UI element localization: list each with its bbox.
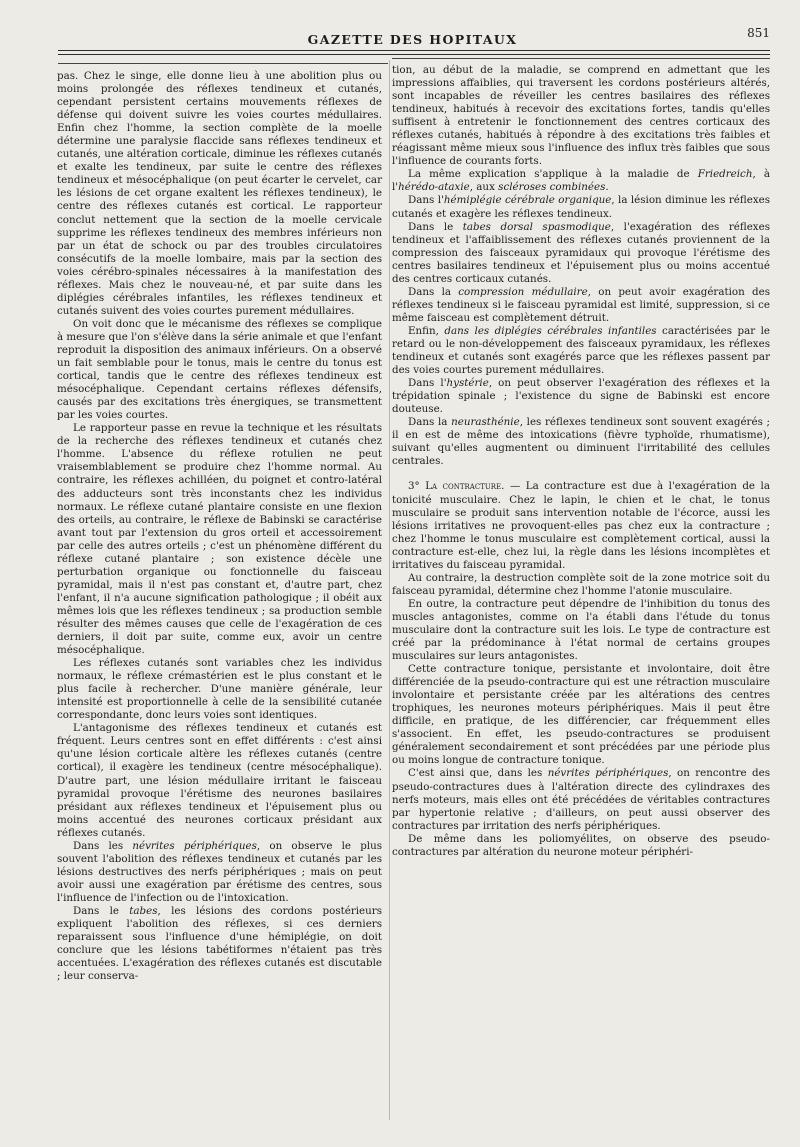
text-run: , à l' bbox=[392, 168, 770, 194]
journal-title: GAZETTE DES HOPITAUX bbox=[307, 32, 518, 47]
italic-term: tabes dorsal spasmodique bbox=[462, 220, 611, 233]
text-run: , l'exagération des réflexes tendineux et l'affaiblissement des réflexes cutanés proviennent de la compression des faisceaux pyramidaux qui provoque l'érétisme des centres basilaires tendineux et l'épuisement plus ou moins accentué des centres corticaux cutanés. bbox=[392, 220, 770, 285]
paragraph bbox=[392, 377, 770, 416]
paragraph bbox=[392, 286, 770, 325]
paragraph bbox=[392, 767, 770, 832]
italic-term: hérédo-ataxie bbox=[398, 181, 470, 194]
text-run: Dans l' bbox=[408, 194, 444, 207]
paragraph: On voit donc que le mécanisme des réflexes se complique à mesure que l'on s'élève dans la série animale et que l'enfant reproduit la disposition des animaux inférieurs. On a observé un fait semblable pour le tonus, mais le centre du tonus est cortical, tandis que le centre des réflexes tendineux est mésocéphalique. Cependant certains réflexes défensifs, causés par des excitations très énergiques, se transmettent par les voies courtes. bbox=[57, 317, 382, 422]
text-run: C'est ainsi que, dans les bbox=[408, 767, 548, 780]
paragraph bbox=[392, 221, 770, 286]
left-column bbox=[57, 70, 382, 983]
italic-term: scléroses combinées bbox=[498, 181, 606, 194]
paragraph bbox=[57, 905, 382, 983]
paragraph: L'antagonisme des réflexes tendineux et cutanés est fréquent. Leurs centres sont en effet différents : c'est ainsi qu'une lésion corticale altère les réflexes cutanés (centre cortical), il exagère les tendineux (centre mésocéphalique). D'autre part, une lésion médullaire irritant le faisceau pyramidal provoque l'érétisme des neurones basilaires présidant aux réflexes tendineux et l'épuisement plus ou moins accentué des neurones corticaux présidant aux réflexes cutanés. bbox=[57, 722, 382, 839]
text-run: , on peut avoir exagération des réflexes tendineux si le faisceau pyramidal est limité, suppression, si ce même faisceau est complètement détruit. bbox=[392, 285, 770, 324]
italic-term: névrites périphériques bbox=[132, 839, 257, 852]
header-rule-thin bbox=[58, 54, 770, 55]
text-run: Dans les bbox=[73, 839, 133, 852]
paragraph: pas. Chez le singe, elle donne lieu à une abolition plus ou moins prolongée des réflexes tendineux et cutanés, cependant persistent certains mouvements réflexes de défense qui doivent suivre les voies courtes médullaires. Enfin chez l'homme, la section complète de la moelle détermine une paralysie flaccide sans réflexes tendineux et cutanés, une altération corticale, diminue les réflexes cutanés et exalte les tendineux, par suite le centre des réflexes tendineux et mésocéphalique (on peut écarter le cervelet, car les lésions de cet organe exaltent les réflexes tendineux), le centre des réflexes cutanés est cortical. Le rapporteur conclut nettement que la section de la moelle cervicale supprime les réflexes tendineux des membres inférieurs non par un état de schock ou par des troubles circulatoires consécutifs de la moelle lombaire, mais par la section des voies cérébro-spinales nécessaires à la manifestation des réflexes. Mais chez le nouveau-né, et par suite dans les diplégies cérébrales infantiles, les réflexes tendineux et cutanés suivent des voies courtes purement médullaires. bbox=[57, 70, 382, 317]
italic-term: hémiplégie cérébrale organique bbox=[443, 194, 612, 207]
paragraph: tion, au début de la maladie, se comprend en admettant que les impressions affaiblies, qui traversent les cordons postérieurs altérés, sont incapables de réveiller les centres basilaires des réflexes tendineux, habitués à recevoir des excitations fortes, tandis qu'elles suffisent à entretenir le fonctionnement des centres corticaux des réflexes cutanés, habitués à répondre à des excitations très faibles et réagissant même mieux sous l'influence des influx très faibles que sous l'influence de courants forts. bbox=[392, 64, 770, 168]
text-run: Dans le bbox=[73, 905, 130, 917]
paragraph: Cette contracture tonique, persistante et involontaire, doit être différenciée de la pseudo-contracture qui est une rétraction musculaire involontaire et persistante créée par les altérations des centres trophiques, les neurones moteurs périphériques. Mais il peut être difficile, en pratique, de les différencier, car fréquemment elles s'associent. En effet, les pseudo-contractures se produisent généralement secondairement et sont précédées par une période plus ou moins longue de contracture tonique. bbox=[392, 663, 770, 767]
text-run: Dans la bbox=[408, 416, 452, 429]
section-title: La contracture bbox=[425, 480, 502, 493]
text-run: Enfin, bbox=[408, 324, 445, 337]
text-run: caractérisées par le retard ou le non-développement des faisceaux pyramidaux, les réflexes tendineux et cutanés sont exagérés parce que les réflexes passent par des voies courtes purement médullaires. bbox=[392, 324, 770, 377]
header-rule bbox=[58, 50, 770, 51]
text-run: , aux bbox=[469, 181, 499, 194]
text-run: , la lésion diminue les réflexes cutanés et exagère les réflexes tendineux. bbox=[392, 194, 771, 220]
paragraph: De même dans les poliomyélites, on observe des pseudo-contractures par altération du neurone moteur périphéri- bbox=[392, 832, 770, 858]
italic-term: hystérie bbox=[446, 377, 489, 390]
right-column-rule bbox=[392, 58, 770, 59]
paragraph bbox=[392, 194, 770, 220]
column-divider bbox=[389, 60, 390, 1120]
text-run: , les réflexes tendineux sont souvent exagérés ; il en est de même des intoxications (fièvre typhoïde, rhumatisme), suivant qu'elles augmentent ou diminuent l'irritabilité des cellules centrales. bbox=[392, 416, 770, 468]
text-run: . — La contracture est due à l'exagération de la tonicité musculaire. Chez le lapin, le chien et le chat, le tonus musculaire se produit sans intervention notable de l'écorce, aussi les lésions irritatives ne provoquent-elles pas chez eux la contracture ; chez l'homme le tonus musculaire est complètement cortical, aussi la contracture est-elle, chez lui, la règle dans les lésions incomplètes et irritatives du faisceau pyramidal. bbox=[392, 480, 770, 571]
page-header bbox=[55, 26, 770, 50]
paragraph bbox=[392, 325, 770, 377]
italic-term: compression médullaire bbox=[458, 285, 588, 298]
text-run: , on rencontre des pseudo-contractures dues à l'altération directe des cylindraxes des nerfs moteurs, mais elles ont été précédées de véritables contractures par hypertonie relative ; d'ailleurs, on peut aussi observer des contractures par irritation des nerfs périphériques. bbox=[392, 767, 771, 832]
text-run: Dans l' bbox=[408, 377, 447, 390]
italic-term: tabes bbox=[129, 905, 158, 917]
paragraph: Les réflexes cutanés sont variables chez les individus normaux, le réflexe crémastérien est le plus constant et le plus facile à rechercher. D'une manière générale, leur intensité est proportionnelle à celle de la sensibilité cutanée correspondante, donc leurs voies sont identiques. bbox=[57, 657, 382, 722]
text-run: Dans la bbox=[408, 285, 459, 298]
paragraph: En outre, la contracture peut dépendre de l'inhibition du tonus des muscles antagonistes, comme on l'a établi dans l'étude du tonus musculaire dont la contracture suit les lois. Le type de contracture est créé par la prédominance à l'état normal de certains groupes musculaires sur leurs antagonistes. bbox=[392, 597, 770, 663]
text-run: , les lésions des cordons postérieurs expliquent l'abolition des réflexes, si ces derniers reparaissent sous l'influence d'une hémiplégie, on doit conclure que les lésions tabétiformes n'étaient pas très accentuées. L'exagération des réflexes cutanés est discutable ; leur conserva- bbox=[57, 905, 382, 983]
right-column bbox=[392, 64, 770, 859]
section-number: 3° bbox=[408, 480, 426, 493]
paragraph bbox=[392, 168, 770, 194]
italic-term: dans les diplégies cérébrales infantiles bbox=[444, 324, 657, 337]
text-run: , on observe le plus souvent l'abolition des réflexes tendineux et cutanés par les lésions destructives des nerfs périphériques ; mais on peut avoir aussi une exagération par érétisme des centres, sous l'influence de l'infection ou de l'intoxication. bbox=[57, 839, 382, 904]
paragraph: Le rapporteur passe en revue la technique et les résultats de la recherche des réflexes tendineux et cutanés chez l'homme. L'absence du réflexe rotulien ne peut vraisemblablement se produire chez l'homme normal. Au contraire, les réflexes achilléen, du poignet et contro-latéral des adducteurs sont très inconstants chez les individus normaux. Le réflexe cutané plantaire consiste en une flexion des orteils, au contraire, le réflexe de Babinski se caractérise avant tout par l'extension du gros orteil et accessoirement par celle des autres orteils ; c'est un phénomène différent du réflexe cutané plantaire ; son existence décèle une perturbation organique ou fonctionnelle du faisceau pyramidal, mais il n'est pas constant et, d'autre part, chez l'enfant, il n'a aucune signification pathologique ; il obéit aux mêmes lois que les réflexes tendineux ; sa production semble résulter des mêmes causes que celle de l'exagération de ces derniers, il doit par suite, comme eux, avoir un centre mésocéphalique. bbox=[57, 422, 382, 657]
paragraph bbox=[57, 840, 382, 905]
section-heading-paragraph bbox=[392, 480, 770, 571]
text-run: . bbox=[605, 181, 609, 194]
italic-term: Friedreich bbox=[697, 168, 753, 181]
left-column-rule bbox=[58, 63, 388, 64]
text-run: Dans le bbox=[408, 220, 463, 233]
paragraph: Au contraire, la destruction complète soit de la zone motrice soit du faisceau pyramidal, détermine chez l'homme l'atonie musculaire. bbox=[392, 571, 770, 597]
page-number: 851 bbox=[747, 26, 770, 40]
paragraph bbox=[392, 416, 770, 468]
italic-term: neurasthénie bbox=[451, 416, 520, 429]
text-run: , on peut observer l'exagération des réflexes et la trépidation spinale ; l'existence du signe de Babinski est encore douteuse. bbox=[392, 377, 770, 416]
italic-term: névrites périphériques bbox=[547, 767, 669, 780]
text-run: La même explication s'applique à la maladie de bbox=[408, 168, 698, 181]
